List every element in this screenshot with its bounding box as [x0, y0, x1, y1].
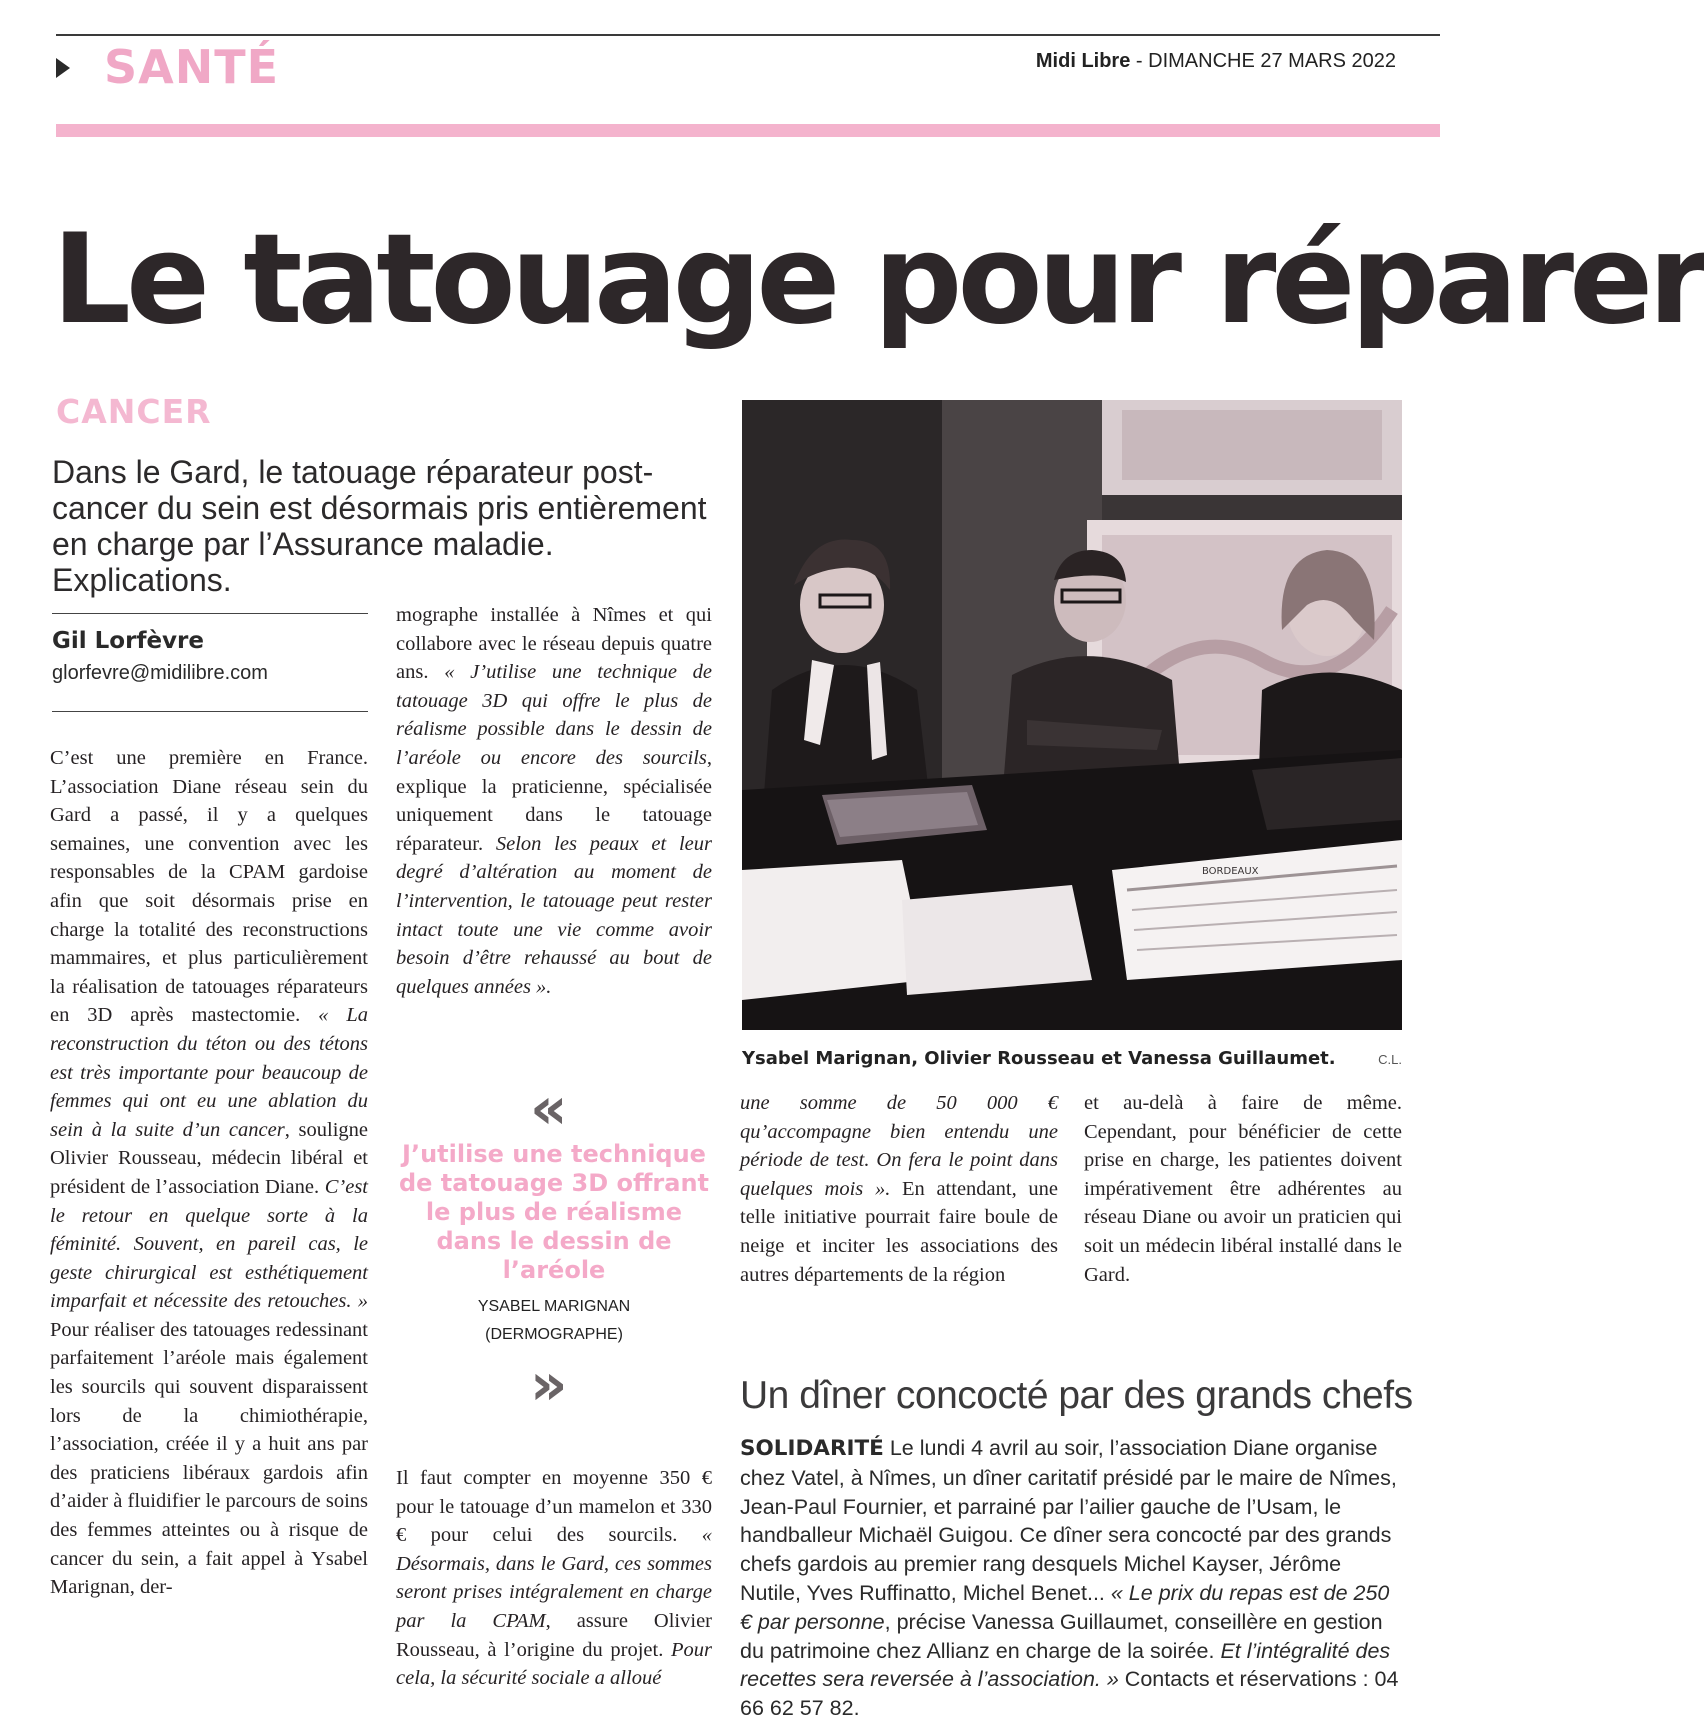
sidebar-headline: Un dîner concocté par des grands chefs [740, 1374, 1413, 1417]
text-run: Il faut compter en moyenne 350 € pour le tatouage d’un mamelon et 330 € pour celui des sourcils. [396, 1467, 712, 1547]
photo-caption: Ysabel Marignan, Olivier Rousseau et Vanessa Guillaumet. [742, 1048, 1336, 1069]
body-column-2-bottom [396, 1464, 712, 1693]
text-run: Le lundi 4 avril au soir, l’association Diane organise chez Vatel, à Nîmes, un dîner caritatif présidé par le maire de Nîmes, Jean-Paul Fournier, et parrainé par l’ailier gauche de l’Usam, le handballeur Michaël Guigou. Ce dîner sera concocté par des grands chefs gardois au premier rang desquels Michel Kayser, Jérôme Nutile, Yves Ruffinatto, Michel Benet... [740, 1436, 1397, 1605]
text-run: En attendant, une telle initiative pourrait faire boule de neige et inciter les associations des autres départements de la région [740, 1177, 1058, 1286]
text-run: C’est une première en France. L’association Diane réseau sein du Gard a passé, il y a quelques semaines, une convention avec les responsables de la CPAM gardoise afin que soit désormais prise en charge la totalité des reconstructions mammaires, et plus particulièrement la réalisation de tatouages réparateurs en 3D après mastectomie. [50, 747, 368, 1027]
text-run: , précise Vanessa Guillaumet, conseillère en gestion du patrimoine chez Allianz en charge de la soirée. [740, 1609, 1383, 1663]
pull-quote-attribution [396, 1293, 712, 1349]
sidebar-kicker: SOLIDARITÉ [740, 1436, 884, 1461]
newspaper-dateline [1036, 50, 1396, 73]
chevron-right-icon [56, 58, 70, 78]
text-run: « J’utilise une technique de tatouage 3D qui offre le plus de réalisme possible dans le dessin de l’aréole ou encore des sourcils [396, 661, 713, 769]
publication-date: DIMANCHE 27 MARS 2022 [1148, 50, 1396, 72]
article-kicker: CANCER [56, 392, 212, 431]
pull-quote-author: YSABEL MARIGNAN [477, 1298, 631, 1315]
byline-rule-bottom [52, 711, 368, 712]
pull-quote: J’utilise une technique de tatouage 3D offrant le plus de réalisme dans le dessin de l’aréole [398, 1140, 710, 1284]
newspaper-name: Midi Libre [1035, 50, 1131, 72]
article-lede: Dans le Gard, le tatouage réparateur post-cancer du sein est désormais pris entièrement en charge par l’Assurance maladie. Explications. [52, 454, 707, 598]
text-run: « Désormais, dans le Gard, ces sommes seront prises intégralement en charge par la CPAM [396, 1524, 712, 1632]
text-run: et au-delà à faire de même. Cependant, pour bénéficier de cette prise en charge, les patientes doivent impérativement être adhérentes au réseau Diane ou avoir un praticien qui soit un médecin libéral installé dans le Gard. [1084, 1092, 1402, 1286]
text-run: Et l’intégralité des recettes sera reversée à l’association. » [740, 1638, 1391, 1692]
photo-folder-label: BORDEAUX [1202, 866, 1259, 877]
text-run: , explique la praticienne, spécialisée uniquement dans le tatouage réparateur. [396, 746, 712, 855]
author-name: Gil Lorfèvre [52, 628, 204, 654]
text-run: C’est le retour en quelque sorte à la féminité. Souvent, en pareil cas, le geste chirurgical est esthétiquement imparfait et nécessite des retouches. » [50, 1175, 368, 1313]
body-column-4 [1084, 1089, 1402, 1289]
quote-close-icon: » [530, 1350, 568, 1418]
text-run: , souligne Olivier Rousseau, médecin libéral et président de l’association Diane. [50, 1118, 368, 1198]
article-headline: Le tatouage pour réparer [52, 208, 1704, 352]
dateline-separator: - [1130, 50, 1149, 72]
photo-illustration [742, 400, 1402, 1030]
text-run: une somme de 50 000 € qu’accompagne bien entendu une période de test. On fera le point dans quelques mois ». [740, 1092, 1058, 1200]
section-band [56, 124, 1440, 137]
byline-rule-top [52, 613, 368, 614]
body-column-3 [740, 1089, 1058, 1289]
body-column-2-top [396, 601, 712, 1001]
text-run: Contacts et réservations : 04 66 62 57 82. [740, 1667, 1399, 1721]
photo-credit: C.L. [1378, 1052, 1402, 1067]
article-photo [742, 400, 1402, 1030]
text-run: « La reconstruction du téton ou des tétons est très importante pour beaucoup de femmes qui ont eu une ablation du sein à la suite d’un cancer [50, 1004, 369, 1141]
body-column-1 [50, 744, 368, 1602]
pull-quote-role: (DERMOGRAPHE) [485, 1326, 623, 1343]
text-run: , assure Olivier Rousseau, à l’origine du projet. [396, 1609, 712, 1661]
section-label: SANTÉ [104, 40, 280, 94]
sidebar-text [740, 1436, 1398, 1720]
top-rule [56, 34, 1440, 36]
text-run: « Le prix du repas est de 250 € par personne [740, 1580, 1390, 1634]
text-run: Selon les peaux et leur degré d’altération au moment de l’intervention, le tatouage peut rester intact toute une vie comme avoir besoin d’être rehaussé au bout de quelques années ». [396, 832, 712, 998]
text-run: Pour cela, la sécurité sociale a alloué [396, 1638, 712, 1690]
text-run: mographe installée à Nîmes et qui collabore avec le réseau depuis quatre ans. [396, 604, 712, 684]
author-email[interactable]: glorfevre@midilibre.com [52, 662, 268, 684]
text-run: Pour réaliser des tatouages redessinant parfaitement l’aréole mais également les sourcils qui souvent disparaissent lors de la chimiothérapie, l’association, créée il y a huit ans par des praticiens libéraux gardois afin d’aider à fluidifier le parcours de soins des femmes atteintes ou à risque de cancer du sein, a fait appel à Ysabel Marignan, der- [50, 1318, 368, 1599]
sidebar-body [740, 1434, 1402, 1723]
quote-open-icon: « [530, 1074, 568, 1142]
